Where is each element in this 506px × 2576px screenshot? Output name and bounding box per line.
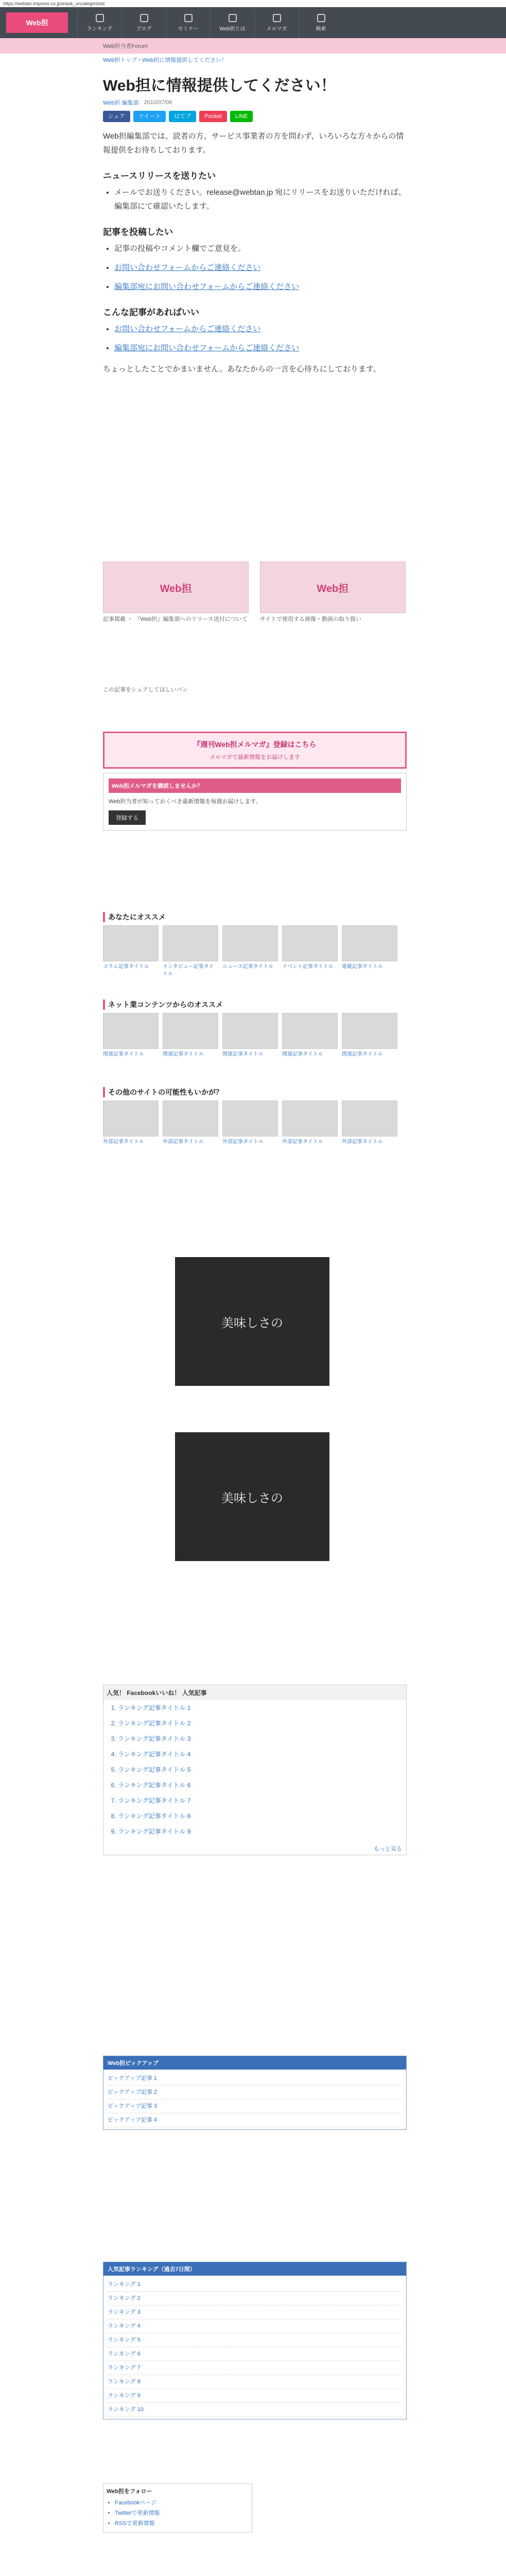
pickup-list	[103, 2072, 406, 2127]
mail-signup-box[interactable]	[103, 732, 407, 769]
grid-heading: その他のサイトの可能性もいかが？	[103, 1087, 407, 1097]
article-intro: Web担編集部では、読者の方、サービス事業者の方を問わず、いろいろな方々からの情報提供をお待ちしております。	[103, 132, 404, 155]
contact-form-link[interactable]: お問い合わせフォームからご連絡ください	[114, 325, 261, 333]
ranking-item[interactable]: 5. ランキング記事タイトル 5	[118, 1765, 406, 1774]
thumb-caption: 外部記事タイトル	[282, 1139, 323, 1145]
contact-form-link[interactable]: 編集部宛にお問い合わせフォームからご連絡ください	[114, 282, 300, 291]
thumbnail	[103, 1100, 159, 1137]
section-heading: こんな記事があればいい	[103, 308, 199, 317]
tile-row	[103, 1100, 407, 1160]
ranking-heading: 人気！ Facebookいいね！ 人気記事	[103, 1685, 406, 1700]
thumb-tile[interactable]	[222, 925, 278, 985]
mail-signup-title: 『週刊Web担メルマガ』登録はこちら	[193, 740, 317, 749]
recommend-grid	[103, 999, 407, 1073]
pickup-box	[103, 2056, 407, 2130]
thumb-caption: インタビュー記事タイトル	[163, 964, 214, 977]
thumb-tile[interactable]	[163, 1100, 218, 1160]
tile-row	[103, 1013, 407, 1073]
thumb-caption: 関連記事タイトル	[103, 1052, 144, 1057]
pickup-item[interactable]: ランキング 8	[108, 2375, 402, 2389]
contact-form-link[interactable]: 編集部宛にお問い合わせフォームからご連絡ください	[114, 344, 300, 352]
pickup-item[interactable]: ピックアップ記事 1	[108, 2072, 402, 2086]
list-item[interactable]	[114, 322, 407, 336]
article-date: 2010/07/06	[144, 99, 172, 106]
thumb-tile[interactable]	[342, 1013, 397, 1073]
ad-banner[interactable]: 美味しさの	[175, 1432, 329, 1561]
pickup-heading: Web担ピックアップ	[103, 2056, 406, 2070]
article-meta	[103, 98, 407, 107]
promo-card[interactable]	[103, 562, 249, 623]
pocket-share-button[interactable]: Pocket	[199, 111, 227, 122]
section-heading: ニュースリリースを送りたい	[103, 171, 216, 181]
thumbnail	[342, 925, 397, 961]
thumb-caption: 連載記事タイトル	[342, 964, 383, 970]
breadcrumb-item[interactable]: Web担トップ	[103, 57, 137, 63]
article	[103, 70, 407, 383]
thumb-caption: 関連記事タイトル	[163, 1052, 204, 1057]
ranking-item[interactable]: 3. ランキング記事タイトル 3	[118, 1734, 406, 1743]
pickup-item[interactable]: ランキング 2	[108, 2292, 402, 2306]
thumbnail	[103, 925, 159, 961]
section-list	[103, 322, 407, 355]
thumbnail	[222, 925, 278, 961]
blog-icon	[140, 14, 148, 22]
page-title: Web担に情報提供してください！	[103, 77, 336, 94]
thumbnail	[342, 1100, 397, 1137]
promo-logo: Web担	[103, 562, 249, 613]
list-item: • メールでお送りください。release@webtan.jp 宛にリリースをお送りいただければ、編集部にて確認いたします。	[114, 185, 407, 213]
ranking-item[interactable]: 2. ランキング記事タイトル 2	[118, 1719, 406, 1728]
thumb-tile[interactable]	[222, 1100, 278, 1160]
newsletter-body: Web担当者が知っておくべき最新情報を毎週お届けします。	[109, 799, 261, 805]
newsletter-heading: Web担メルマガを購読しませんか？	[109, 778, 401, 793]
follow-box	[103, 2483, 252, 2533]
nav-item[interactable]: ブログ	[121, 7, 166, 38]
recommend-grid	[103, 1087, 407, 1160]
pickup-item[interactable]: ランキング 9	[108, 2389, 402, 2403]
thumbnail	[163, 1100, 218, 1137]
thumb-caption: 外部記事タイトル	[103, 1139, 144, 1145]
ranking-item[interactable]: 8. ランキング記事タイトル 8	[118, 1811, 406, 1821]
pickup-item[interactable]: ランキング 5	[108, 2333, 402, 2347]
thumb-tile[interactable]	[163, 1013, 218, 1073]
promo-caption: サイトで使用する画像・動画の取り扱い	[259, 616, 361, 622]
pickup-item[interactable]: ランキング 6	[108, 2347, 402, 2361]
top-nav	[77, 7, 343, 38]
ranking-list	[103, 1703, 406, 1836]
thumbnail	[282, 925, 338, 961]
thumb-tile[interactable]	[282, 1100, 338, 1160]
section-heading: 記事を投稿したい	[103, 227, 173, 237]
nav-item[interactable]: ランキング	[77, 7, 121, 38]
share-prompt: この記事をシェアしてほしいパン	[103, 687, 188, 693]
thumb-caption: コラム記事タイトル	[103, 964, 149, 970]
grid-heading: ネット業コンテンツからのオススメ	[103, 999, 407, 1010]
facebook-follow-link[interactable]: • Facebookページ	[115, 2498, 249, 2506]
article-closing: ちょっとしたことでかまいません。あなたからの一言を心待ちにしております。	[103, 365, 381, 374]
seminar-icon	[184, 14, 193, 22]
thumb-tile[interactable]	[103, 1100, 159, 1160]
thumb-tile[interactable]	[282, 1013, 338, 1073]
pickup-item[interactable]: ランキング 4	[108, 2319, 402, 2333]
thumb-tile[interactable]	[282, 925, 338, 985]
ranking-icon	[96, 14, 104, 22]
section-list	[103, 242, 407, 294]
thumb-tile[interactable]	[342, 1100, 397, 1160]
thumbnail	[282, 1100, 338, 1137]
pickup-list	[103, 2278, 406, 2417]
more-link[interactable]: もっと見る	[374, 1846, 402, 1852]
site-header	[0, 7, 506, 38]
info-icon	[229, 14, 237, 22]
pickup-box	[103, 2262, 407, 2419]
thumb-caption: 関連記事タイトル	[342, 1052, 383, 1057]
thumb-caption: イベント記事タイトル	[282, 964, 334, 970]
thumb-caption: 外部記事タイトル	[342, 1139, 383, 1145]
pickup-item[interactable]: ピックアップ記事 4	[108, 2113, 402, 2127]
facebook-ranking	[103, 1685, 407, 1855]
pickup-item[interactable]: ランキング 3	[108, 2306, 402, 2319]
thumbnail	[103, 1013, 159, 1049]
thumb-tile[interactable]	[103, 925, 159, 985]
thumb-tile[interactable]	[222, 1013, 278, 1073]
mail-icon	[273, 14, 281, 22]
mail-signup-text: メルマガで最新情報をお届けします	[210, 754, 300, 760]
thumb-caption: 外部記事タイトル	[222, 1139, 264, 1145]
thumb-caption: ニュース記事タイトル	[222, 964, 274, 970]
thumb-tile[interactable]	[342, 925, 397, 985]
hatena-share-button[interactable]: はてブ	[169, 111, 196, 122]
section-list	[103, 185, 407, 213]
twitter-share-button[interactable]: ツイート	[133, 111, 166, 122]
nav-item[interactable]: メルマガ	[254, 7, 299, 38]
list-item: • 記事の投稿やコメント欄でご意見を。	[114, 242, 407, 256]
thumb-tile[interactable]	[163, 925, 218, 985]
list-item[interactable]	[114, 341, 407, 355]
ad-banner[interactable]: 美味しさの	[175, 1257, 329, 1386]
pickup-heading: 人気記事ランキング（過去7日間）	[103, 2262, 406, 2276]
thumbnail	[282, 1013, 338, 1049]
thumbnail	[222, 1013, 278, 1049]
author-link[interactable]: Web担 編集部	[103, 100, 139, 106]
list-item[interactable]	[114, 280, 407, 294]
promo-logo: Web担	[260, 562, 406, 613]
search-icon	[317, 14, 325, 22]
nav-item[interactable]: 検索	[299, 7, 343, 38]
list-item[interactable]	[114, 261, 407, 275]
breadcrumb: Web担トップ › Web担に情報提供してください！	[103, 57, 228, 63]
thumb-tile[interactable]	[103, 1013, 159, 1073]
ranking-item[interactable]: 4. ランキング記事タイトル 4	[118, 1750, 406, 1759]
twitter-follow-link[interactable]: • Twitterで更新情報	[115, 2509, 249, 2517]
sub-nav: Web担当者Forum	[0, 38, 506, 54]
recommend-grid	[103, 912, 407, 985]
contact-form-link[interactable]: お問い合わせフォームからご連絡ください	[114, 263, 261, 272]
pickup-item[interactable]: ピックアップ記事 3	[108, 2099, 402, 2113]
follow-heading: Web担をフォロー	[107, 2488, 152, 2495]
thumbnail	[342, 1013, 397, 1049]
promo-card[interactable]	[260, 562, 406, 623]
follow-list	[107, 2498, 249, 2527]
thumbnail	[163, 1013, 218, 1049]
breadcrumb-item: Web担に情報提供してください！	[142, 57, 228, 63]
promo-caption: 記事掲載 ・ 『Web担』編集部へのリリース送付について	[103, 616, 248, 622]
ranking-item[interactable]: 1. ランキング記事タイトル 1	[118, 1703, 406, 1713]
line-share-button[interactable]: LINE	[230, 111, 253, 122]
pickup-item[interactable]: ランキング 1	[108, 2278, 402, 2292]
thumb-caption: 外部記事タイトル	[163, 1139, 204, 1145]
newsletter-button[interactable]: 登録する	[109, 810, 146, 825]
ranking-item[interactable]: 9. ランキング記事タイトル 9	[118, 1827, 406, 1836]
grid-heading: あなたにオススメ	[103, 912, 407, 922]
tile-row	[103, 925, 407, 985]
nav-item[interactable]: Web担とは	[210, 7, 254, 38]
nav-item[interactable]: セミナー	[166, 7, 210, 38]
thumbnail	[163, 925, 218, 961]
facebook-share-button[interactable]: シェア	[103, 111, 130, 122]
share-buttons	[103, 111, 407, 122]
site-logo[interactable]: Web担	[6, 12, 68, 33]
url-bar[interactable]: https://webtan.impress.co.jp/e/ask_uncategorized	[0, 0, 506, 7]
newsletter-box	[103, 773, 407, 831]
rss-follow-link[interactable]: • RSSで更新情報	[115, 2519, 249, 2527]
thumb-caption: 関連記事タイトル	[282, 1052, 323, 1057]
thumb-caption: 関連記事タイトル	[222, 1052, 264, 1057]
ranking-item[interactable]: 6. ランキング記事タイトル 6	[118, 1781, 406, 1790]
ranking-item[interactable]: 7. ランキング記事タイトル 7	[118, 1796, 406, 1805]
pickup-item[interactable]: ランキング 7	[108, 2361, 402, 2375]
pickup-item[interactable]: ピックアップ記事 2	[108, 2086, 402, 2099]
pickup-item[interactable]: ランキング 10	[108, 2403, 402, 2417]
promo-cards	[103, 562, 407, 623]
thumbnail	[222, 1100, 278, 1137]
